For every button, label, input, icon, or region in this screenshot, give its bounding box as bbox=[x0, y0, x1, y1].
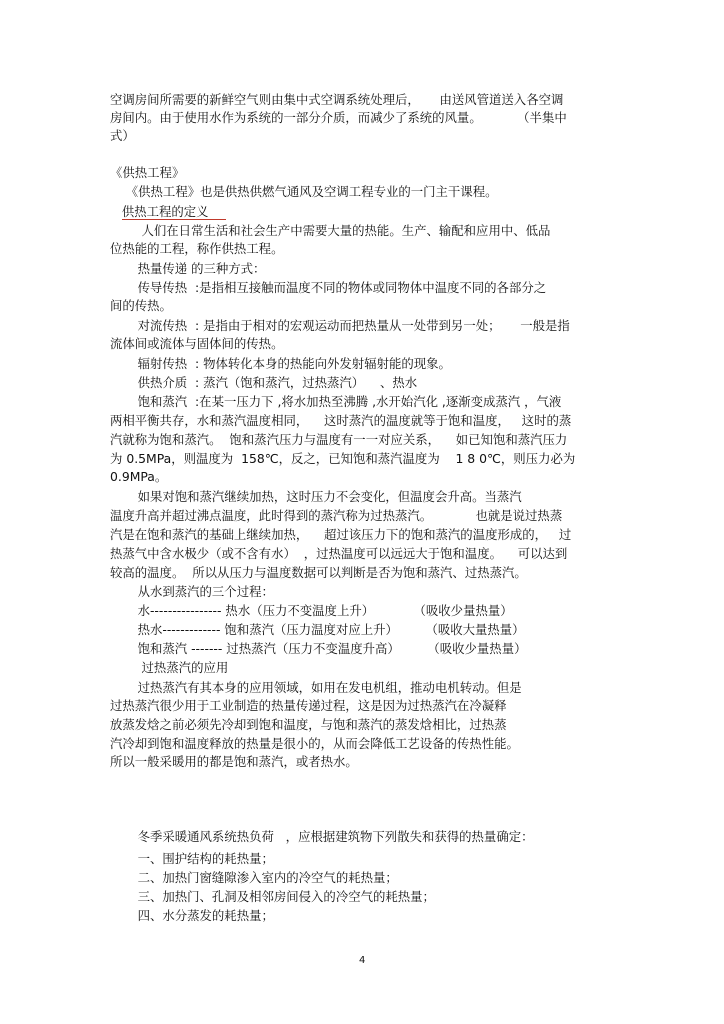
text-line: 汽就称为饱和蒸汽。 饱和蒸汽压力与温度有一一对应关系， 如已知饱和蒸汽压力 bbox=[110, 432, 568, 447]
section-heading-definition: 供热工程的定义 bbox=[110, 204, 209, 219]
text-line: 过热蒸汽有其本身的应用领域，如用在发电机组，推动电机转动。但是 bbox=[110, 680, 522, 695]
section-title: 《供热工程》 bbox=[110, 165, 185, 180]
text-line: 放蒸发焓之前必须先冷却到饱和温度，与饱和蒸汽的蒸发焓相比，过热蒸 bbox=[110, 717, 507, 732]
text-line: 空调房间所需要的新鲜空气则由集中式空调系统处理后， 由送风管道送入各空调 bbox=[110, 92, 564, 107]
page-number: 4 bbox=[359, 955, 366, 966]
text-line: 饱和蒸汽 ------- 过热蒸汽（压力不变温度升高） （吸收少量热量） bbox=[110, 641, 527, 656]
text-line: 热量传递 的三种方式： bbox=[110, 261, 266, 276]
text-line: 过热蒸汽的应用 bbox=[110, 660, 229, 675]
list-item: 二、加热门窗缝隙渗入室内的冷空气的耗热量； bbox=[110, 870, 398, 885]
text-line: 汽冷却到饱和温度释放的热量是很小的，从而会降低工艺设备的传热性能。 bbox=[110, 736, 519, 751]
text-line: 人们在日常生活和社会生产中需要大量的热能。生产、输配和应用中、低品 bbox=[110, 223, 551, 238]
text-line: 所以一般采暖用的都是饱和蒸汽，或者热水。 bbox=[110, 754, 358, 769]
text-line: 0.9MPa。 bbox=[110, 469, 168, 484]
list-item: 三、加热门、孔洞及相邻房间侵入的冷空气的耗热量； bbox=[110, 889, 435, 904]
text-line: 冬季采暖通风系统热负荷 ，应根据建筑物下列散失和获得的热量确定： bbox=[110, 829, 534, 844]
text-line: 房间内。由于使用水作为系统的一部分介质，而减少了系统的风量。 （半集中 bbox=[110, 110, 567, 125]
text-line: 如果对饱和蒸汽继续加热，这时压力不会变化，但温度会升高。当蒸汽 bbox=[110, 489, 522, 504]
text-line: 《供热工程》也是供热供燃气通风及空调工程专业的一门主干课程。 bbox=[110, 184, 498, 199]
red-underline bbox=[122, 219, 226, 220]
text-line: 两相平衡共存，水和蒸汽温度相同， 这时蒸汽的温度就等于饱和温度， 这时的蒸 bbox=[110, 413, 572, 428]
text-line: 温度升高并超过沸点温度，此时得到的蒸汽称为过热蒸汽。 也就是说过热蒸 bbox=[110, 508, 563, 523]
text-line: 供热介质 : 蒸汽（饱和蒸汽，过热蒸汽） 、热水 bbox=[110, 375, 418, 390]
text-line: 较高的温度。 所以从压力与温度数据可以判断是否为饱和蒸汽、过热蒸汽。 bbox=[110, 565, 527, 580]
text-line: 为 0.5MPa，则温度为 158℃，反之，已知饱和蒸汽温度为 1 8 0℃，则压力必为 bbox=[110, 451, 576, 466]
list-item: 四、水分蒸发的耗热量； bbox=[110, 908, 274, 923]
text-line: 传导传热 :是指相互接触而温度不同的物体或同物体中温度不同的各部分之 bbox=[110, 280, 547, 295]
list-item: 一、围护结构的耗热量； bbox=[110, 851, 274, 866]
text-line: 对流传热 : 是指由于相对的宏观运动而把热量从一处带到另一处； 一般是指 bbox=[110, 318, 570, 333]
text-line: 流体间或流体与固体间的传热。 bbox=[110, 336, 284, 351]
text-line: 热蒸气中含水极少（或不含有水） ，过热温度可以远远大于饱和温度。 可以达到 bbox=[110, 546, 568, 561]
text-line: 式） bbox=[110, 128, 135, 143]
text-line: 热水------------- 饱和蒸汽（压力温度对应上升） （吸收大量热量） bbox=[110, 622, 525, 637]
text-line: 间的传热。 bbox=[110, 298, 172, 313]
text-line: 辐射传热 : 物体转化本身的热能向外发射辐射能的现象。 bbox=[110, 356, 451, 371]
text-line: 饱和蒸汽 :在某一压力下 ,将水加热至沸腾 ,水开始汽化 ,逐渐变成蒸汽 ，气液 bbox=[110, 394, 562, 409]
text-line: 过热蒸汽很少用于工业制造的热量传递过程，这是因为过热蒸汽在冷凝释 bbox=[110, 698, 507, 713]
text-line: 汽是在饱和蒸汽的基础上继续加热， 超过该压力下的饱和蒸汽的温度形成的， 过 bbox=[110, 527, 572, 542]
text-line: 从水到蒸汽的三个过程： bbox=[110, 584, 274, 599]
text-line: 位热能的工程，称作供热工程。 bbox=[110, 241, 284, 256]
text-line: 水---------------- 热水（压力不变温度上升） （吸收少量热量） bbox=[110, 603, 513, 618]
